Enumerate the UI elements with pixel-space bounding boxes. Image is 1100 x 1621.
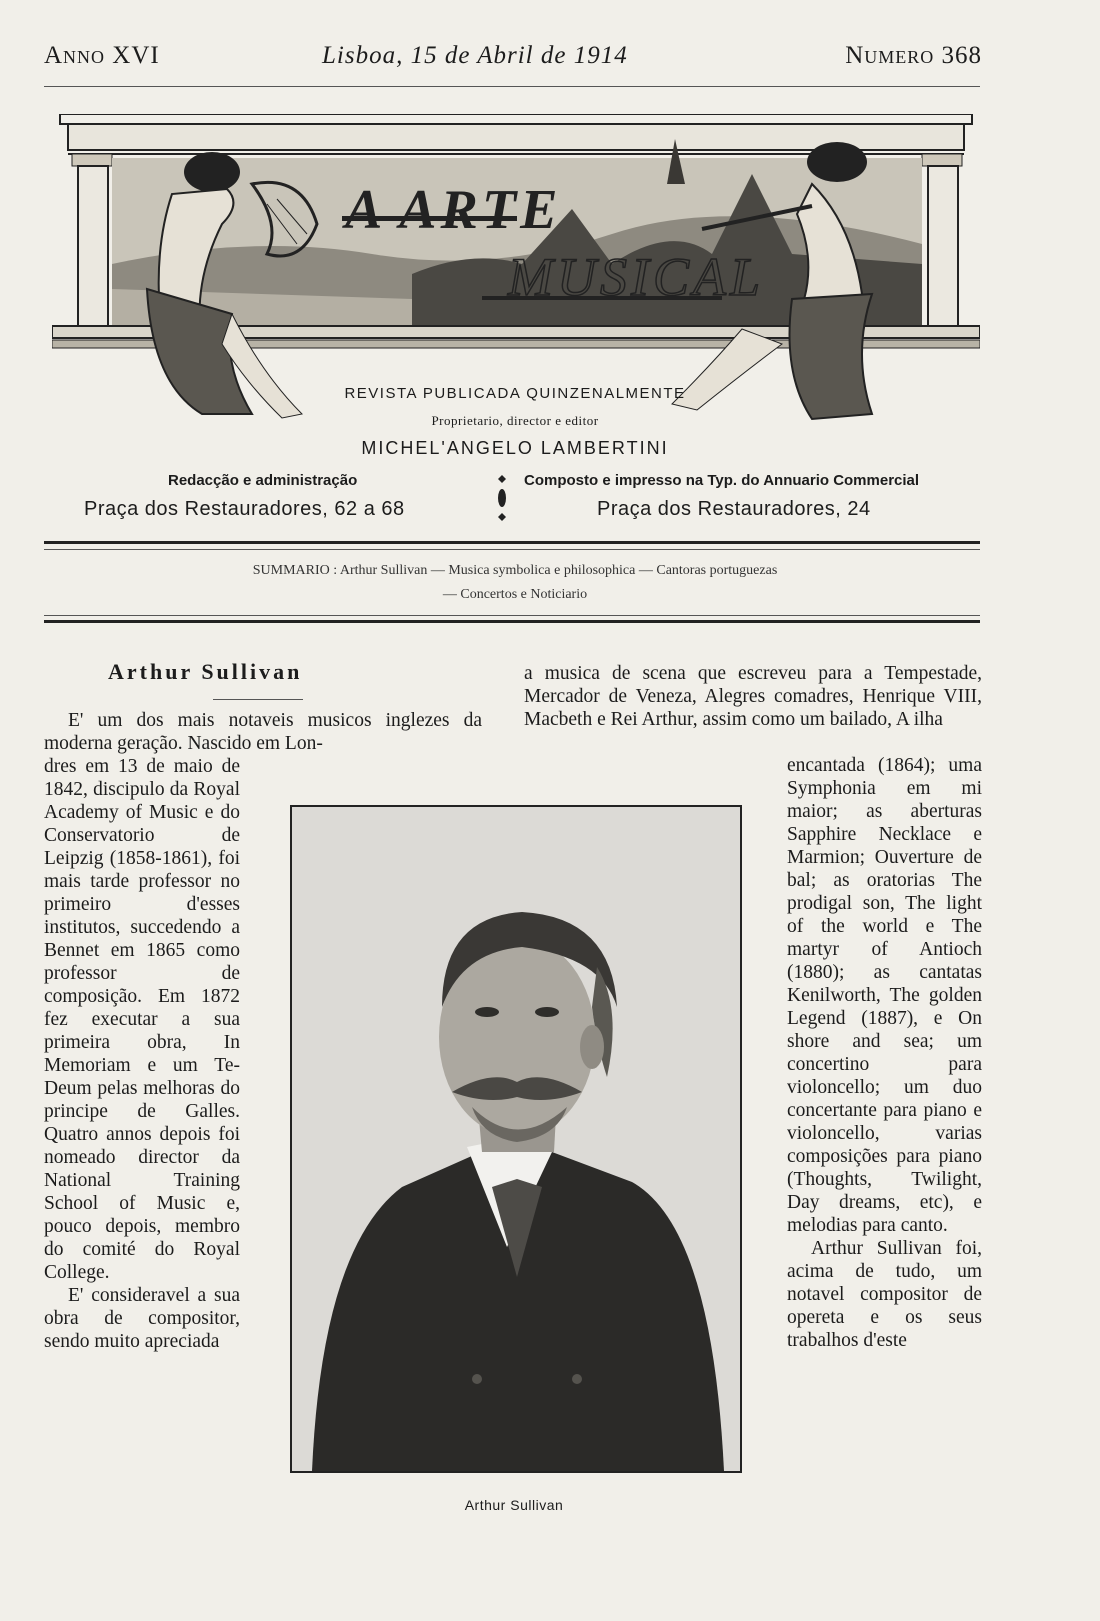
- article-paragraph: E' um dos mais notaveis musicos inglezes da moderna geração. Nascido em Lon-: [44, 710, 482, 754]
- masthead-title-line2: MUSICAL: [508, 247, 764, 307]
- article-column-1-top: [44, 709, 482, 755]
- summary-line-2: — Concertos e Noticiario: [442, 587, 588, 602]
- editorial-office-label: Redacção e administração: [168, 472, 358, 489]
- masthead-tagline: REVISTA PUBLICADA QUINZENALMENTE: [344, 385, 686, 402]
- masthead-owner-label: Proprietario, director e editor: [431, 413, 599, 428]
- portrait-photo: [290, 805, 742, 1473]
- ornament-divider-icon: [495, 473, 509, 523]
- article-paragraph: Arthur Sullivan foi, acima de tudo, um notavel compositor de opereta e os seus trabalhos d'este: [787, 1238, 982, 1351]
- issue-number: Numero 368: [845, 42, 982, 69]
- summary-divider: [44, 620, 980, 623]
- masthead-title-line1: A ARTE: [345, 179, 562, 241]
- article-title-rule: [213, 699, 303, 700]
- photo-caption: Arthur Sullivan: [464, 1497, 564, 1513]
- summary-line-1: SUMMARIO : Arthur Sullivan — Musica symbolica e philosophica — Cantoras portuguezas: [252, 563, 778, 578]
- article-paragraph: E' consideravel a sua obra de compositor, sendo muito apreciada: [44, 1285, 240, 1352]
- masthead-owner-name: MICHEL'ANGELO LAMBERTINI: [361, 438, 669, 458]
- issue-place-date: Lisboa, 15 de Abril de 1914: [322, 42, 628, 69]
- article-column-1-narrow: [44, 755, 240, 1353]
- masthead-divider-thin: [44, 549, 980, 550]
- article-column-2-top: [524, 662, 982, 731]
- issue-year: Anno XVI: [44, 42, 160, 69]
- printer-address: Praça dos Restauradores, 24: [597, 498, 871, 520]
- editorial-office-address: Praça dos Restauradores, 62 a 68: [84, 498, 405, 520]
- printer-label: Composto e impresso na Typ. do Annuario Commercial: [524, 472, 920, 489]
- article-paragraph: a musica de scena que escreveu para a Tempestade, Mercador de Veneza, Alegres comadres, Henrique VIII, Macbeth e Rei Arthur, assim como um bailado, A ilha: [524, 663, 982, 730]
- article-paragraph: dres em 13 de maio de 1842, discipulo da Royal Academy of Music e do Conservatorio de Leipzig (1858-1861), foi mais tarde professor no primeiro d'esses institutos, succedendo a Bennet em 1865 como professor de composição. Em 1872 fez executar a sua primeira obra, In Memoriam e um Te-Deum pelas melhoras do principe de Galles. Quatro annos depois foi nomeado director da National Training School of Music e, pouco depois, membro do comité do Royal College.: [44, 756, 240, 1283]
- article-paragraph: encantada (1864); uma Symphonia em mi maior; as aberturas Sapphire Necklace e Marmion; Ouverture de bal; as oratorias The prodigal son, The light of the world e The martyr of Antioch (1880); as cantatas Kenilworth, The golden Legend (1887), e On shore and sea; um concertino para violoncello; um duo concertante para piano e violoncello, varias composições para piano (Thoughts, Twilight, Day dreams, etc), e melodias para canto.: [787, 755, 982, 1236]
- article-column-2-narrow: [787, 754, 982, 1352]
- summary-divider-thin: [44, 615, 980, 616]
- article-title: Arthur Sullivan: [108, 659, 303, 684]
- header-divider: [44, 86, 980, 87]
- masthead-divider: [44, 541, 980, 544]
